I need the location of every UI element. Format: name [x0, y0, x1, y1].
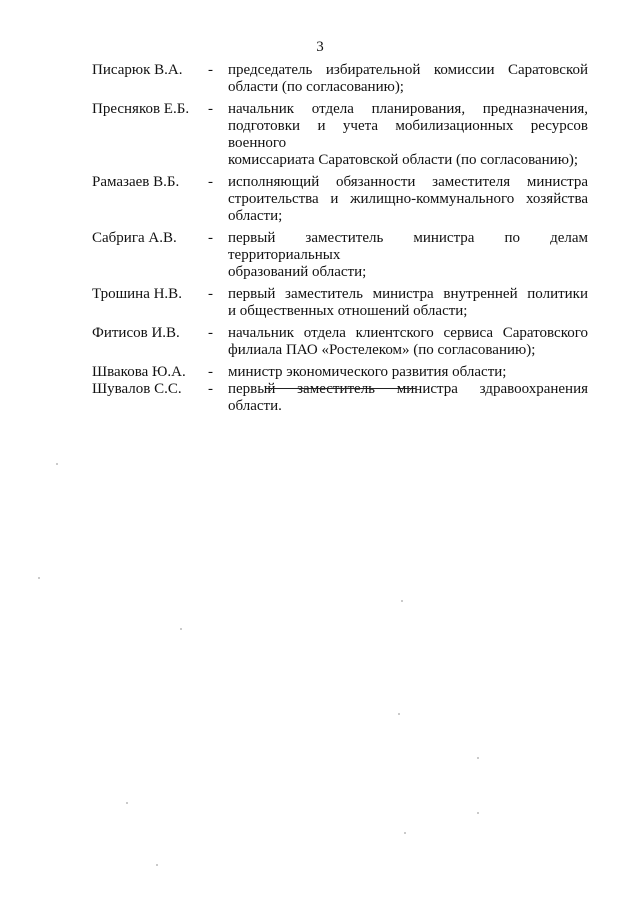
member-row: [92, 325, 588, 359]
member-role: [228, 325, 588, 359]
role-line: первый заместитель министра внутренней политики: [228, 286, 588, 302]
member-dash: -: [208, 286, 213, 302]
member-row: [92, 230, 588, 281]
scan-speck: [477, 812, 479, 814]
member-dash: -: [208, 174, 213, 190]
role-line: исполняющий обязанности заместителя министра: [228, 174, 588, 190]
member-role: [228, 286, 588, 320]
role-line: комиссариата Саратовской области (по согласованию);: [228, 152, 579, 168]
scan-speck: [398, 713, 400, 715]
member-role: [228, 230, 588, 281]
scan-speck: [38, 577, 40, 579]
member-role: [228, 364, 588, 381]
member-role: [228, 381, 588, 415]
member-name: Трошина Н.В.: [92, 286, 182, 302]
scan-speck: [404, 832, 406, 834]
member-dash: -: [208, 230, 213, 246]
member-dash: -: [208, 101, 213, 117]
role-line: филиала ПАО «Ростелеком» (по согласованию);: [228, 342, 536, 358]
role-line: образований области;: [228, 264, 367, 280]
end-of-list-divider: [266, 388, 416, 389]
member-row: [92, 286, 588, 320]
commission-member-list: [92, 62, 588, 420]
role-line: начальник отдела клиентского сервиса Саратовского: [228, 325, 588, 341]
member-dash: -: [208, 325, 213, 341]
member-name: Рамазаев В.Б.: [92, 174, 180, 190]
member-name: Фитисов И.В.: [92, 325, 180, 341]
role-line: первый заместитель министра по делам территориальных: [228, 230, 588, 263]
member-dash: -: [208, 381, 213, 397]
member-dash: -: [208, 62, 213, 78]
role-line: подготовки и учета мобилизационных ресурсов военного: [228, 118, 588, 151]
member-role: [228, 101, 588, 169]
page-number: 3: [316, 39, 324, 55]
scan-speck: [477, 757, 479, 759]
scan-speck: [401, 600, 403, 602]
member-name: Писарюк В.А.: [92, 62, 183, 78]
scan-speck: [156, 864, 158, 866]
scan-speck: [56, 463, 58, 465]
member-row: [92, 101, 588, 169]
member-role: [228, 174, 588, 225]
member-row: [92, 174, 588, 225]
scan-speck: [126, 802, 128, 804]
role-line: строительства и жилищно-коммунального хозяйства: [228, 191, 588, 207]
member-role: [228, 62, 588, 96]
role-line: председатель избирательной комиссии Саратовской: [228, 62, 588, 78]
role-line: области;: [228, 208, 283, 224]
member-dash: -: [208, 364, 213, 380]
member-row: [92, 62, 588, 96]
member-name: Пресняков Е.Б.: [92, 101, 190, 117]
role-line: министр экономического развития области;: [228, 364, 507, 380]
member-row: [92, 364, 588, 381]
role-line: первый заместитель министра здравоохранения области.: [228, 381, 588, 414]
member-name: Швакова Ю.А.: [92, 364, 186, 380]
role-line: и общественных отношений области;: [228, 303, 468, 319]
role-line: начальник отдела планирования, предназначения,: [228, 101, 588, 117]
member-row: [92, 381, 588, 415]
member-name: Сабрига А.В.: [92, 230, 177, 246]
role-line: области (по согласованию);: [228, 79, 404, 95]
scan-speck: [180, 628, 182, 630]
member-name: Шувалов С.С.: [92, 381, 182, 397]
